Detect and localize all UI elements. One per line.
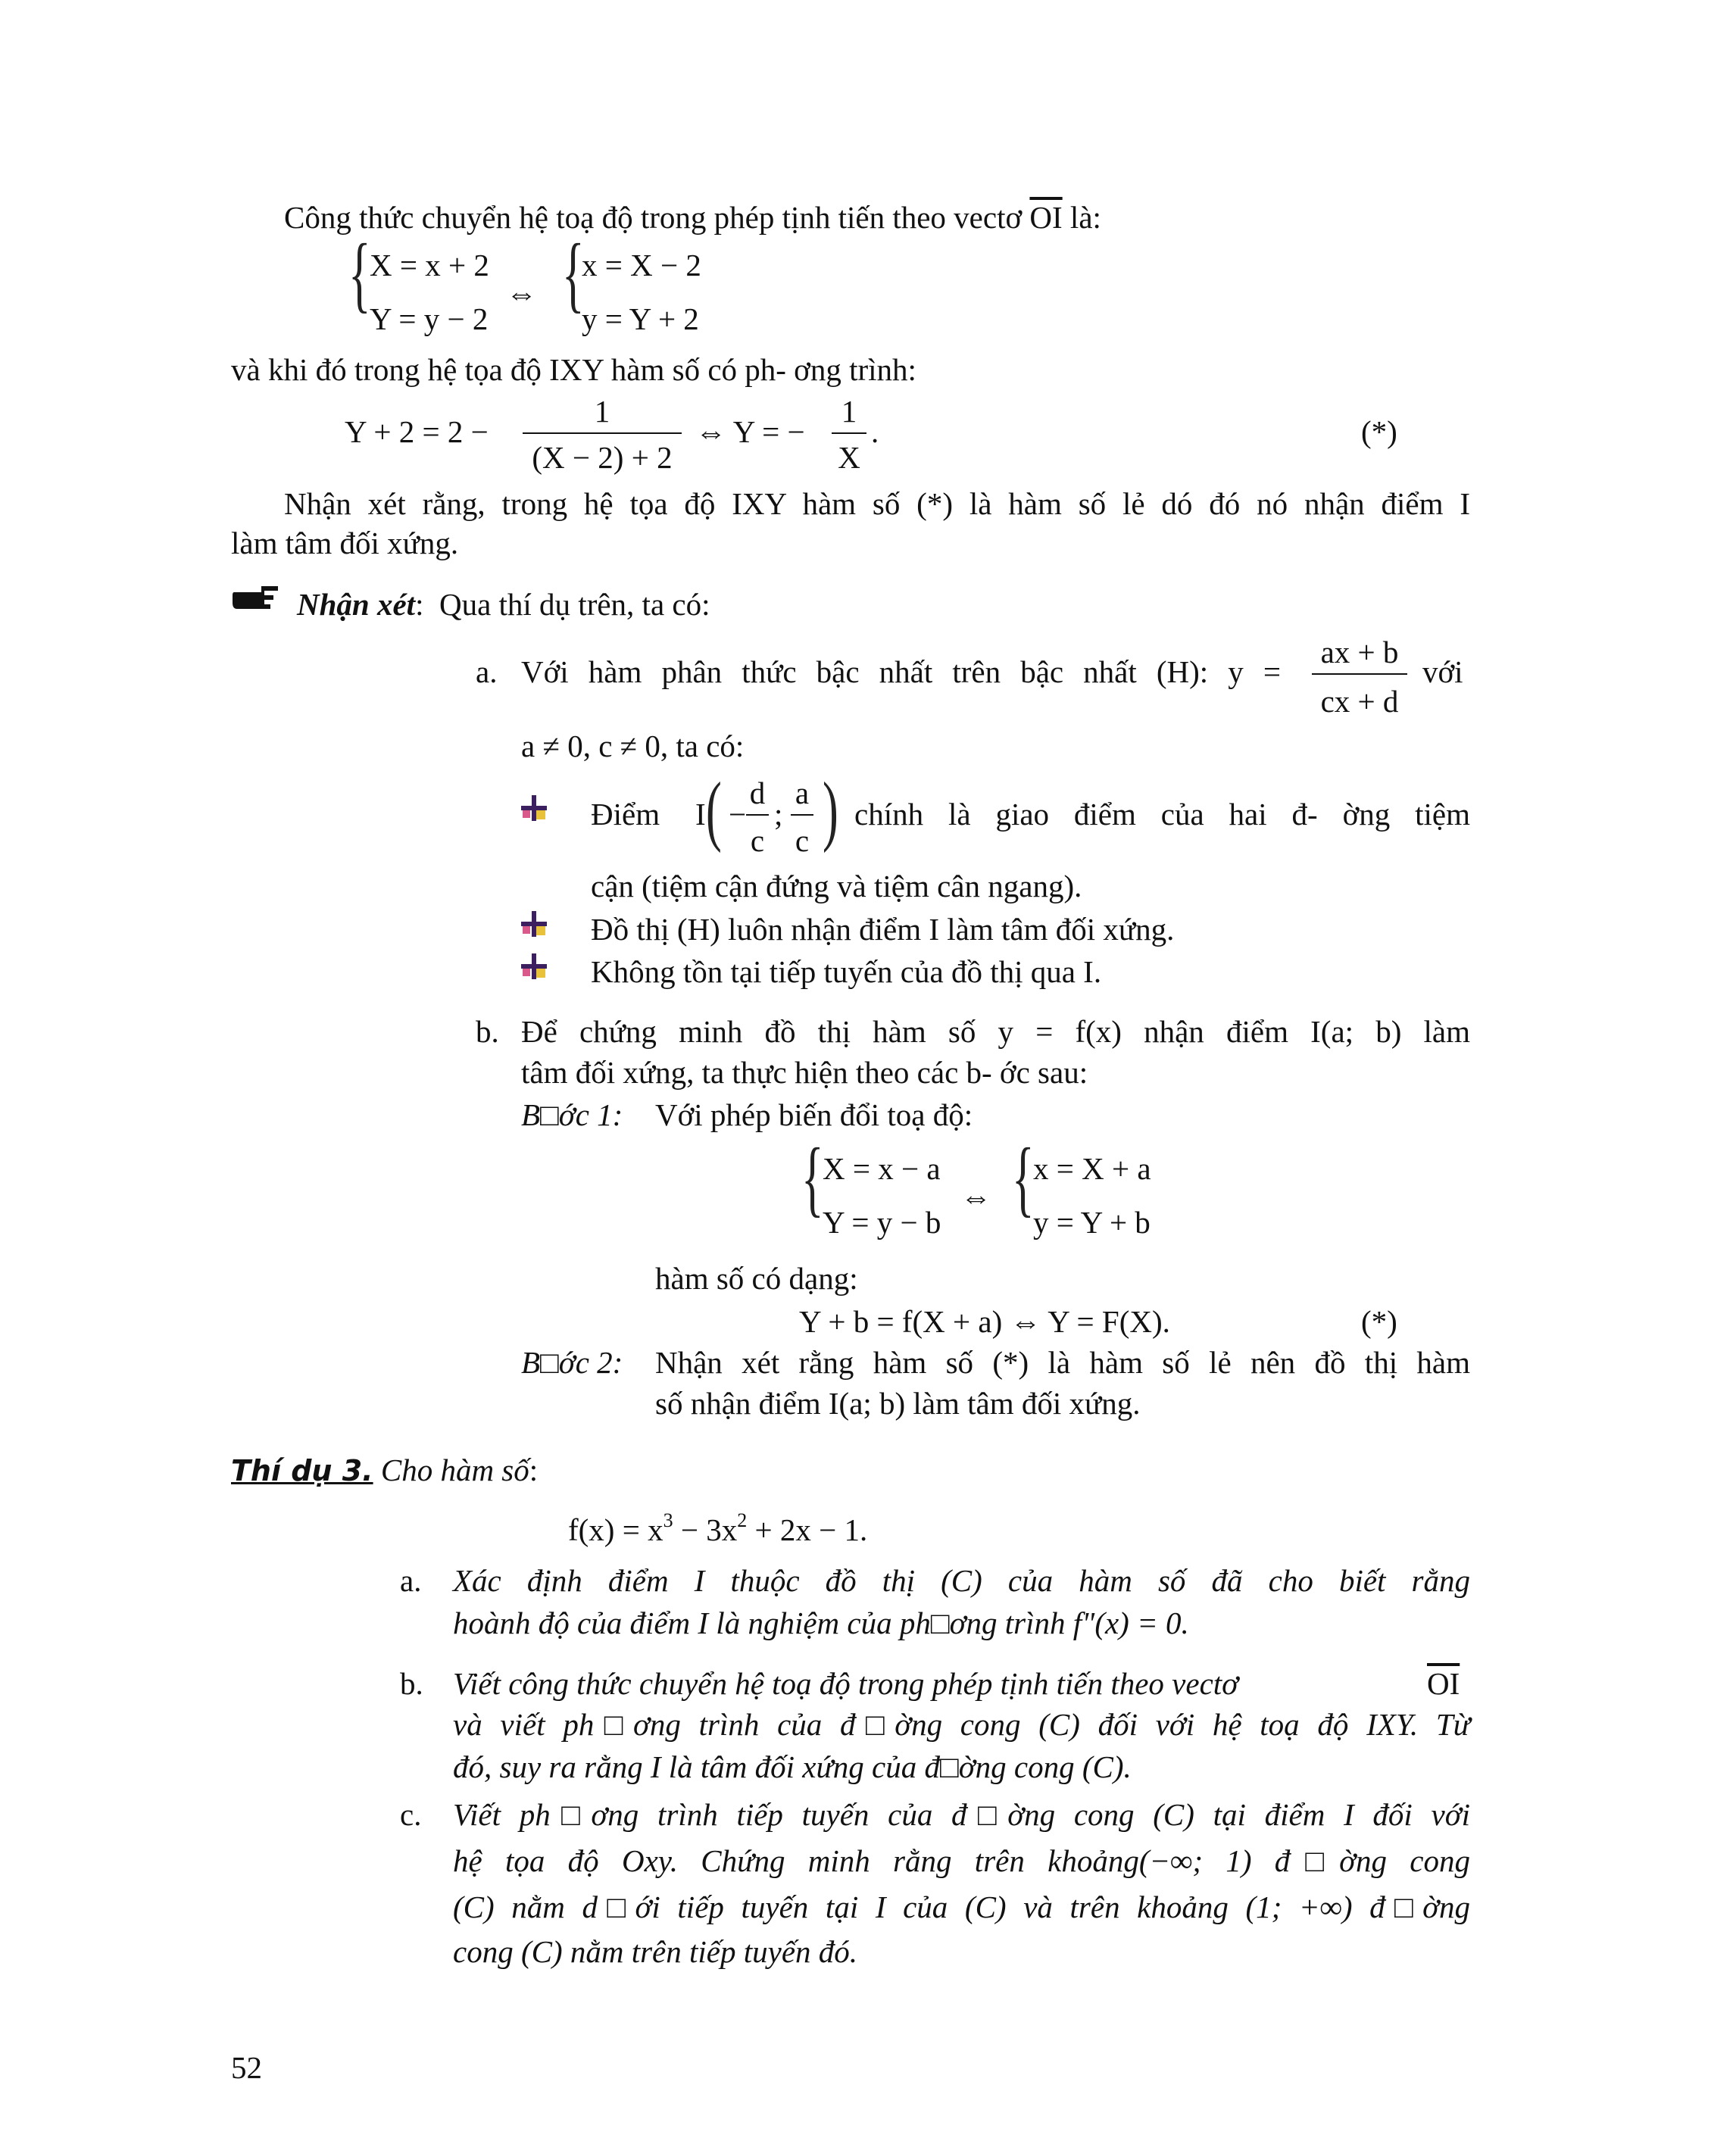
nhan-xet-label: Nhận xét <box>297 587 416 622</box>
step1-label: B□ớc 1: <box>521 1097 623 1132</box>
part-a-suffix: với <box>1422 654 1463 689</box>
sys1-right-1: x = X − 2 <box>582 248 701 282</box>
ex3-b-label: b. <box>400 1666 423 1701</box>
example3-heading-line <box>231 1451 538 1490</box>
bullet-1-icon <box>521 795 547 821</box>
part-a-label: a. <box>476 654 498 689</box>
ex3-c-line3: (C) nằm d□ới tiếp tuyến tại I của (C) và trên khoảng (1; +∞) đ□ờng <box>453 1890 1470 1924</box>
sys1-left-2: Y = y − 2 <box>370 301 489 336</box>
bullet-1-fracline1 <box>746 814 769 816</box>
eq1-den2: X <box>838 440 860 475</box>
part-b-line1: Để chứng minh đồ thị hàm số y = f(x) nhận điểm I(a; b) làm <box>521 1014 1470 1049</box>
bullet-1-d2: c <box>795 823 810 858</box>
step1-text: Với phép biến đổi toạ độ: <box>655 1097 973 1132</box>
bullet-1-I: I <box>695 797 706 832</box>
nhan-xet-line <box>297 585 710 623</box>
part-a-cond: a ≠ 0, c ≠ 0, ta có: <box>521 729 745 763</box>
intro-text: Công thức chuyển hệ toạ độ trong phép tịnh tiến theo vectơ <box>284 200 1030 235</box>
bullet-1-n2: a <box>795 775 810 810</box>
nhan-xet-colon: : <box>415 587 424 622</box>
func-exp-1: 3 <box>663 1509 673 1531</box>
system-after-line: và khi đó trong hệ tọa độ IXY hàm số có ph- ơng trình: <box>231 352 916 387</box>
form-eq: Y + b = f(X + a) ⇔ Y = F(X). <box>799 1304 1170 1339</box>
eq1-tag: (*) <box>1361 414 1397 449</box>
func-part-a: f(x) = x <box>568 1512 663 1547</box>
example3-intro-colon: : <box>529 1453 539 1487</box>
sys1-equiv: ⇔ <box>506 276 537 311</box>
ex3-c-line4: cong (C) nằm trên tiếp tuyến đó. <box>453 1934 858 1969</box>
eq1-num1: 1 <box>594 394 610 429</box>
ex3-c-label: c. <box>400 1797 422 1832</box>
eq1-end: . <box>871 414 879 449</box>
ex3-c-line1: Viết ph□ơng trình tiếp tuyến của đ□ờng cong (C) tại điểm I đối với <box>453 1797 1470 1832</box>
bullet-3-text: Không tồn tại tiếp tuyến của đồ thị qua I. <box>591 954 1102 989</box>
bullet-1-d1: c <box>750 823 765 858</box>
ex3-a-label: a. <box>400 1563 422 1598</box>
step1-right-brace: { <box>1012 1131 1035 1225</box>
func-exp-2: 2 <box>737 1509 748 1531</box>
step1-sys-left1: X = x − a <box>823 1151 941 1186</box>
example3-function <box>568 1502 867 1549</box>
bullet-1-n1: d <box>749 775 766 810</box>
part-b-line2: tâm đối xứng, ta thực hiện theo các b- ớc sau: <box>521 1055 1088 1090</box>
nhan-xet-text: Qua thí dụ trên, ta có: <box>439 587 710 622</box>
step2-label: B□ớc 2: <box>521 1345 623 1380</box>
step2-line2: số nhận điểm I(a; b) làm tâm đối xứng. <box>655 1386 1141 1421</box>
example3-heading: Thí dụ 3. <box>231 1454 373 1487</box>
vector-oi: $\overline{OI}$ <box>1029 200 1063 235</box>
ex3-b-line2: và viết ph□ơng trình của đ□ờng cong (C) đối với hệ toạ độ IXY. Từ <box>453 1707 1470 1742</box>
bullet-1-post: chính là giao điểm của hai đ- ờng tiệm <box>854 797 1470 832</box>
intro-line <box>284 198 1101 236</box>
step2-line1: Nhận xét rằng hàm số (*) là hàm số lẻ nên đồ thị hàm <box>655 1345 1470 1380</box>
eq1-num2: 1 <box>841 394 857 429</box>
bullet-2-text: Đồ thị (H) luôn nhận điểm I làm tâm đối xứng. <box>591 912 1175 947</box>
remark1-line1: Nhận xét rằng, trong hệ tọa độ IXY hàm số (*) là hàm số lẻ dó đó nó nhận điểm I <box>284 486 1470 521</box>
eq1-lhs: Y + 2 = 2 − <box>345 414 489 449</box>
part-b-label: b. <box>476 1014 499 1049</box>
eq1-fracline2 <box>832 432 866 434</box>
form-tag: (*) <box>1361 1304 1397 1339</box>
part-a-den: cx + d <box>1320 684 1399 719</box>
func-part-c: + 2x − 1. <box>747 1512 868 1547</box>
bullet-1-pre: Điểm <box>591 797 660 832</box>
bullet-1-rparen: ) <box>823 766 838 853</box>
bullet-1-fracline2 <box>791 814 813 816</box>
ex3-b-vec: $\overline{OI}$ <box>1427 1666 1460 1701</box>
ex3-a-line2: hoành độ của điểm I là nghiệm của ph□ơng trình f"(x) = 0. <box>453 1606 1189 1640</box>
bullet-1-cont: cận (tiệm cận đứng và tiệm cân ngang). <box>591 869 1082 903</box>
right-brace: { <box>562 227 585 321</box>
bullet-3-icon <box>521 953 547 979</box>
bullet-1-minus: − <box>729 797 747 832</box>
step1-sys-right2: y = Y + b <box>1033 1205 1151 1240</box>
bullet-1-lparen: ( <box>706 766 722 853</box>
ex3-a-line1: Xác định điểm I thuộc đồ thị (C) của hàm số đã cho biết rằng <box>453 1563 1470 1598</box>
bullet-2-icon <box>521 911 547 937</box>
step1-sys-right1: x = X + a <box>1033 1151 1151 1186</box>
part-a-num: ax + b <box>1320 635 1399 669</box>
step1-sys-left2: Y = y − b <box>823 1205 941 1240</box>
bullet-1-sep: ; <box>774 797 783 832</box>
left-brace: { <box>348 227 371 321</box>
eq1-fracline1 <box>523 432 682 434</box>
sys1-left-1: X = x + 2 <box>370 248 489 282</box>
sys1-right-2: y = Y + 2 <box>582 301 699 336</box>
ex3-c-line2: hệ tọa độ Oxy. Chứng minh rằng trên khoảng(−∞; 1) đ□ờng cong <box>453 1843 1470 1878</box>
eq1-mid: ⇔ Y = − <box>695 414 805 449</box>
ex3-b-line3: đó, suy ra rằng I là tâm đối xứng của đ□ờng cong (C). <box>453 1749 1132 1784</box>
step1-left-brace: { <box>801 1131 824 1225</box>
eq1-den1: (X − 2) + 2 <box>532 440 673 475</box>
pointing-hand-icon <box>231 582 281 612</box>
func-part-b: − 3x <box>673 1512 738 1547</box>
ex3-b-line1: Viết công thức chuyển hệ toạ độ trong phép tịnh tiến theo vectơ <box>453 1666 1239 1701</box>
step1-sys-equiv: ⇔ <box>960 1179 991 1214</box>
page-number: 52 <box>231 2050 262 2085</box>
part-a-text: Với hàm phân thức bậc nhất trên bậc nhất (H): y = <box>521 654 1281 689</box>
part-a-fracline <box>1312 673 1407 675</box>
remark1-line2: làm tâm đối xứng. <box>231 526 459 560</box>
intro-text-end: là: <box>1062 200 1101 235</box>
form-intro: hàm số có dạng: <box>655 1261 858 1296</box>
example3-intro: Cho hàm số <box>380 1453 529 1487</box>
